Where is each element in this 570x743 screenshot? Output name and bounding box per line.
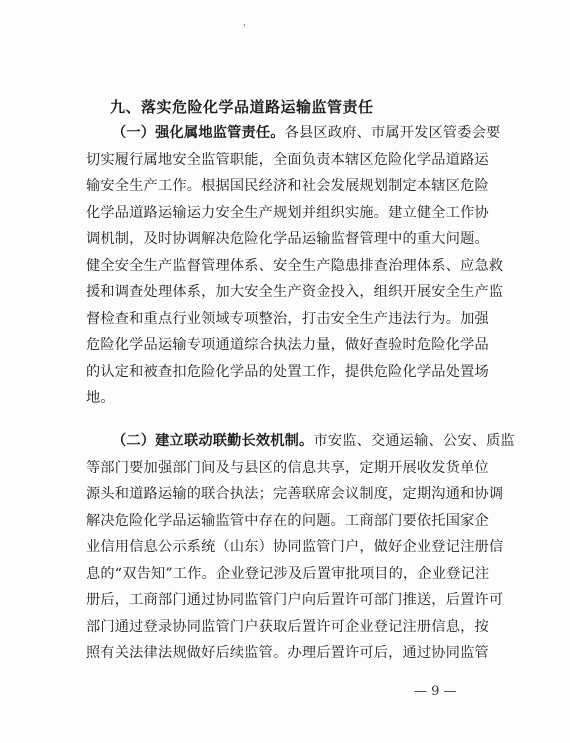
line-text: 册后，工商部门通过协同监管门户向后置许可部门推送，后置许可: [86, 592, 504, 608]
line-text: 地。: [86, 390, 115, 406]
paragraph-2: [86, 428, 515, 667]
subsection-title: （一）强化属地监管责任。: [112, 125, 285, 141]
paragraph-line: [86, 173, 489, 200]
paragraph-line: [86, 561, 490, 588]
line-text: 切实履行属地安全监管职能，全面负责本辖区危险化学品道路运: [86, 151, 489, 168]
paragraph-line: [86, 306, 489, 333]
line-text: 照有关法律法规做好后续监管。办理后置许可后，通过协同监管: [86, 645, 489, 661]
paragraph-line: [86, 200, 489, 227]
line-text: 健全安全生产监督管理体系、安全生产隐患排查治理体系、应急救: [86, 257, 504, 274]
paragraph-line: [86, 253, 504, 280]
line-text: 输安全生产工作。根据国民经济和社会发展规划制定本辖区危险: [86, 178, 489, 194]
line-text: 等部门要加强部门间及与县区的信息共享，定期开展收发货单位: [86, 459, 489, 476]
paragraph-line: [86, 147, 489, 174]
line-text: 危险化学品运输专项通道综合执法力量，做好查验时危险化学品: [86, 337, 489, 353]
line-text: 援和调查处理体系，加大安全生产资金投入，组织开展安全生产监: [86, 284, 504, 300]
paragraph-line: [86, 279, 504, 306]
paragraph-line: [86, 455, 489, 482]
paragraph-line: [86, 534, 504, 561]
line-text: 业信用信息公示系统（山东）协同监管门户，做好企业登记注册信: [86, 539, 504, 555]
subsection-title: （二）建立联动联勤长效机制。: [112, 433, 314, 449]
top-mark: ': [243, 24, 246, 34]
paragraph-line: [86, 508, 489, 535]
paragraph-line: [86, 587, 504, 614]
paragraph-line: [86, 481, 504, 508]
line-text: 部门通过登录协同监管门户获取后置许可企业登记注册信息，按: [86, 618, 489, 635]
paragraph-line: [86, 385, 486, 412]
section-heading: 九、落实危险化学品道路运输监管责任: [110, 98, 374, 116]
line-text: 市安监、交通运输、公安、质监: [313, 433, 515, 449]
line-text: 调机制，及时协调解决危险化学品运输监督管理中的重大问题。: [86, 231, 489, 247]
paragraph-line: [86, 640, 489, 667]
line-text: 各县区政府、市属开发区管委会要: [284, 125, 501, 141]
paragraph-line: [86, 332, 489, 359]
page-number: — 9 —: [414, 684, 457, 699]
line-text: 的认定和被查扣危险化学品的处置工作，提供危险化学品处置场: [86, 363, 489, 380]
line-text: 息的“双告知”工作。企业登记涉及后置审批项目的，企业登记注: [86, 565, 490, 582]
line-text: 源头和道路运输的联合执法；完善联席会议制度，定期沟通和协调: [86, 486, 504, 502]
paragraph-line: [86, 226, 489, 253]
paragraph-line: [86, 614, 489, 641]
paragraph-1: [86, 120, 504, 412]
line-text: 化学品道路运输运力安全生产规划并组织实施。建立健全工作协: [86, 204, 489, 221]
line-text: 督检查和重点行业领域专项整治，打击安全生产违法行为。加强: [86, 310, 489, 327]
line-text: 解决危险化学品运输监管中存在的问题。工商部门要依托国家企: [86, 512, 489, 529]
paragraph-line: [86, 428, 515, 455]
paragraph-line: [86, 359, 489, 386]
paragraph-line: [86, 120, 501, 147]
